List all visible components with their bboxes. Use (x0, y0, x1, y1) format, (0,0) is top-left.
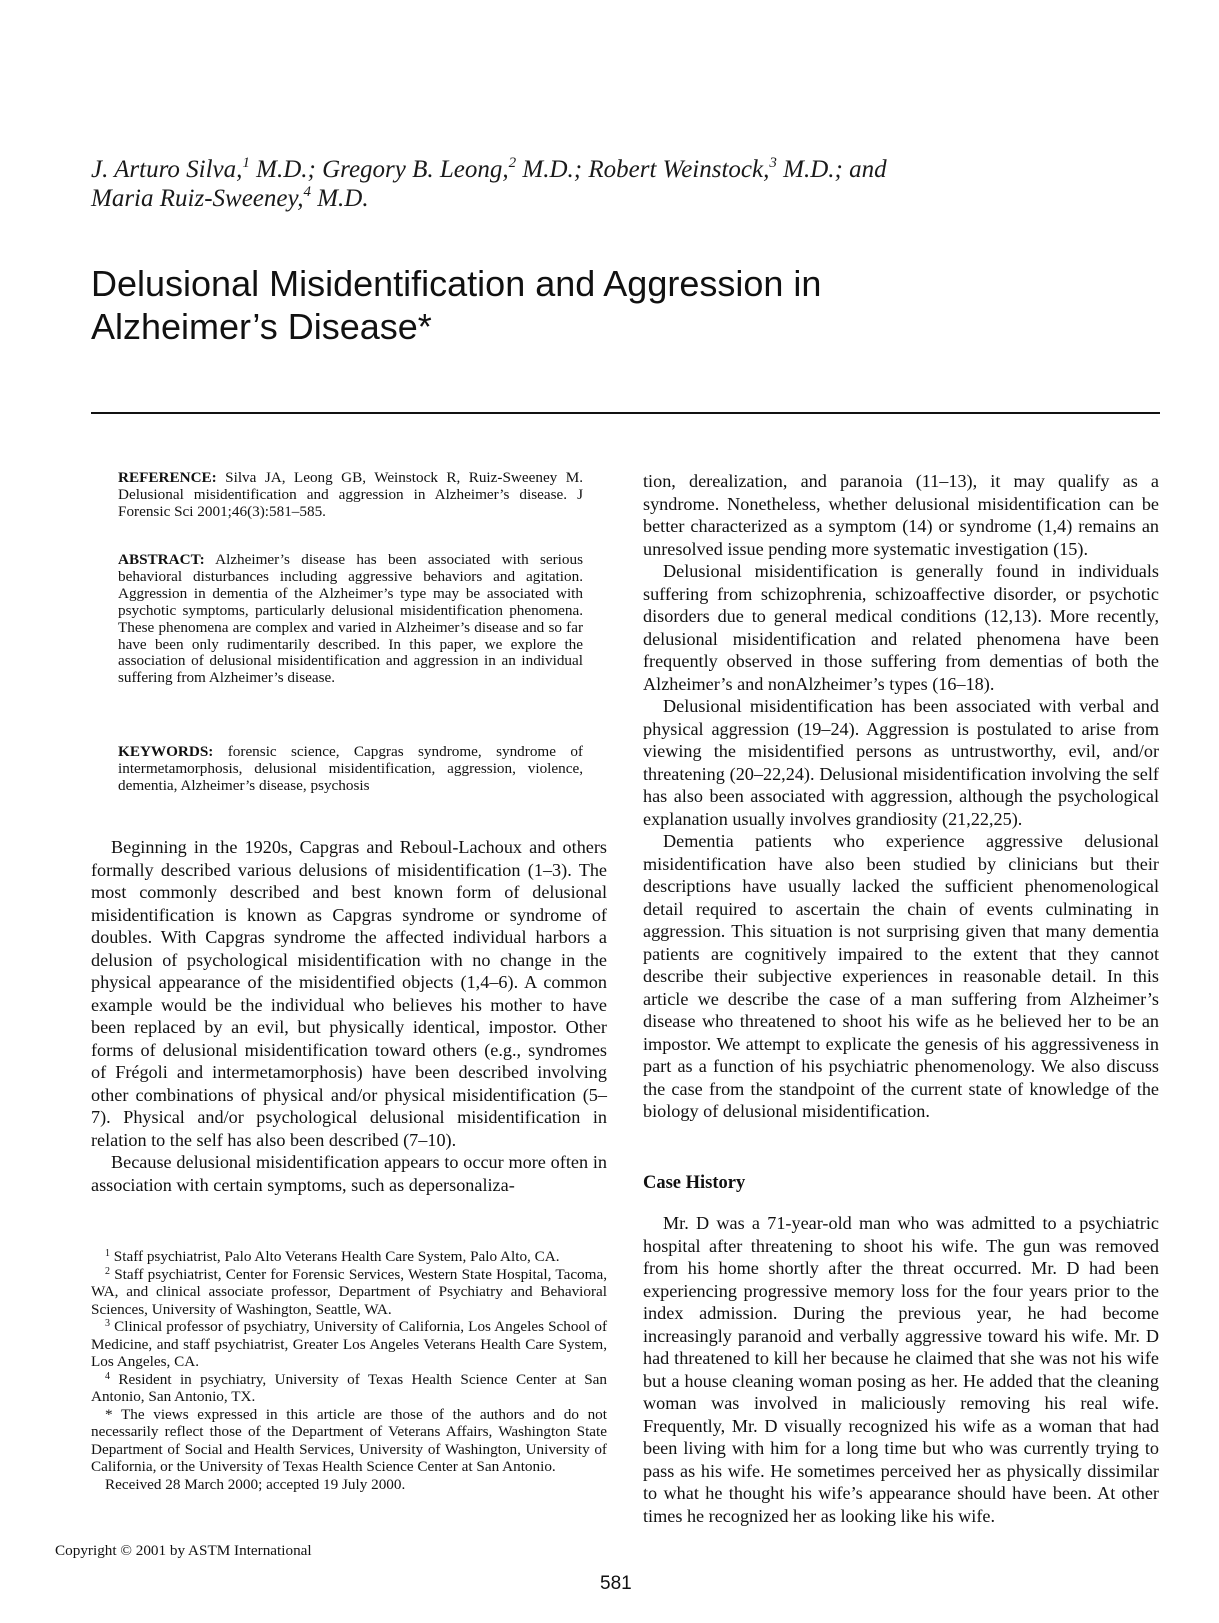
author-name: Gregory B. Leong, (322, 156, 509, 183)
abstract-block (118, 552, 583, 687)
reference-text: Silva JA, Leong GB, Weinstock R, Ruiz-Sweeney M. Delusional misidentification and aggression in Alzheimer’s disease. J Forensic Sci 2001;46(3):581–585. (118, 469, 584, 520)
footnote-disclaimer: * The views expressed in this article are those of the authors and do not necessarily reflect those of the Department of Veterans Affairs, Washington State Department of Social and Health Services, University of Washington, University of California, or the University of Texas Health Science Center at San Antonio. (91, 1405, 607, 1475)
body-paragraph: Because delusional misidentification appears to occur more often in association with certain symptoms, such as depersonaliza- (91, 1152, 607, 1195)
author-degree: M.D.; and (776, 156, 887, 183)
footnote-marker: 3 (105, 1318, 110, 1329)
section-heading-case-history: Case History (643, 1173, 746, 1193)
footnote-marker: 1 (105, 1248, 110, 1259)
keywords-text: forensic science, Capgras syndrome, syndrome of intermetamorphosis, delusional misidentification, aggression, violence, dementia, Alzheimer’s disease, psychosis (118, 743, 583, 794)
abstract-label: ABSTRACT: (118, 551, 205, 568)
author-affiliation-marker: 3 (769, 155, 777, 171)
title-line-2: Alzheimer’s Disease* (91, 306, 432, 347)
footnotes (91, 1248, 607, 1493)
reference-label: REFERENCE: (118, 469, 217, 486)
case-history-text (643, 1212, 1159, 1527)
title-line-1: Delusional Misidentification and Aggression in (91, 263, 822, 304)
body-paragraph: Delusional misidentification has been associated with verbal and physical aggression (19–24). Aggression is postulated to arise from viewing the misidentified persons as untrustworthy, evil, and/or threatening (20–22,24). Delusional misidentification involving the self has also been associated with aggression, although the psychological explanation usually involves grandiosity (21,22,25). (643, 696, 1159, 829)
left-body-column (91, 836, 607, 1196)
author-affiliation-marker: 4 (303, 184, 311, 200)
article-title (91, 262, 1151, 348)
author-line-1 (91, 155, 1151, 184)
footnote: $^2$ Staff psychiatrist, Center for Forensic Services, Western State Hospital, Tacoma, WA, and clinical associate professor, Department of Psychiatry and Behavioral Sciences, University of Washington, Seattle, WA. (91, 1265, 607, 1318)
author-degree: M.D.; (249, 156, 323, 183)
copyright-notice: Copyright © 2001 by ASTM International (55, 1542, 312, 1559)
author-list (91, 155, 1151, 213)
author-line-2 (91, 184, 1151, 213)
author-affiliation-marker: 2 (508, 155, 517, 171)
author-name: Maria Ruiz-Sweeney, (91, 185, 304, 212)
footnote: $^4$ Resident in psychiatry, University of Texas Health Science Center at San Antonio, San Antonio, TX. (91, 1370, 608, 1405)
footnote-marker: 4 (105, 1370, 110, 1382)
keywords-label: KEYWORDS: (118, 743, 214, 760)
author-name: J. Arturo Silva, (91, 156, 243, 183)
footnote: $^1$ Staff psychiatrist, Palo Alto Veterans Health Care System, Palo Alto, CA. (105, 1248, 560, 1265)
page-number: 581 (600, 1573, 632, 1594)
abstract-text: Alzheimer’s disease has been associated with serious behavioral disturbances including aggressive behaviors and agitation. Aggression in dementia of the Alzheimer’s type may be associated with psychotic symptoms, particularly delusional misidentification phenomena. These phenomena are complex and varied in Alzheimer’s disease and so far have been only rudimentarily described. In this paper, we explore the association of delusional misidentification and aggression in an individual suffering from Alzheimer’s disease. (118, 551, 583, 687)
body-paragraph: Dementia patients who experience aggressive delusional misidentification have also been studied by clinicians but their descriptions have usually lacked the sufficient phenomenological detail required to ascertain the chain of events culminating in aggression. This situation is not surprising given that many dementia patients are cognitively impaired to the extent that they cannot describe their subjective experiences in reasonable detail. In this article we describe the case of a man suffering from Alzheimer’s disease who threatened to shoot his wife as he believed her to be an impostor. We attempt to explicate the genesis of his aggressiveness in part as a function of his psychiatric phenomenology. We also discuss the case from the standpoint of the current state of knowledge of the biology of delusional misidentification. (643, 831, 1159, 1121)
author-name: Robert Weinstock, (588, 156, 770, 183)
footnote-marker: 2 (105, 1265, 110, 1277)
received-date: Received 28 March 2000; accepted 19 July 2000. (105, 1475, 406, 1493)
keywords-block (118, 744, 583, 795)
body-paragraph: Beginning in the 1920s, Capgras and Reboul-Lachoux and others formally described various delusions of misidentification (1–3). The most commonly described and best known form of delusional misidentification is known as Capgras syndrome or syndrome of doubles. With Capgras syndrome the affected individual harbors a delusion of psychological misidentification with no change in the physical appearance of the misidentified objects (1,4–6). A common example would be the individual who believes his mother to have been replaced by an evil, but physically identical, impostor. Other forms of delusional misidentification toward others (e.g., syndromes of Frégoli and intermetamorphosis) have been described involving other combinations of physical and/or physical misidentification (5–7). Physical and/or psychological delusional misidentification in relation to the self has also been described (7–10). (91, 837, 607, 1150)
footnote: $^3$ Clinical professor of psychiatry, University of California, Los Angeles School of Medicine, and staff psychiatrist, Greater Los Angeles Veterans Health Care System, Los Angeles, CA. (91, 1318, 608, 1370)
author-degree: M.D.; (516, 156, 589, 183)
author-affiliation-marker: 1 (242, 155, 250, 171)
body-paragraph: Delusional misidentification is generally found in individuals suffering from schizophrenia, schizoaffective disorder, or psychotic disorders due to general medical conditions (12,13). More recently, delusional misidentification and related phenomena have been frequently observed in those suffering from dementias of both the Alzheimer’s and nonAlzheimer’s types (16–18). (643, 561, 1159, 694)
header-divider (91, 412, 1160, 414)
right-body-column (643, 470, 1159, 1123)
body-paragraph: tion, derealization, and paranoia (11–13), it may qualify as a syndrome. Nonetheless, whether delusional misidentification can be better characterized as a symptom (14) or syndrome (1,4) remains an unresolved issue pending more systematic investigation (15). (643, 471, 1159, 559)
author-degree: M.D. (310, 185, 369, 212)
reference-block (118, 470, 583, 521)
body-paragraph: Mr. D was a 71-year-old man who was admitted to a psychiatric hospital after threatening to shoot his wife. The gun was removed from his home shortly after the threat occurred. Mr. D had been experiencing progressive memory loss for the four years prior to the index admission. During the previous year, he had become increasingly paranoid and verbally aggressive toward his wife. Mr. D had threatened to kill her because he claimed that she was not his wife but a house cleaning woman posing as her. He added that the cleaning woman was involved in maliciously removing his real wife. Frequently, Mr. D visually recognized his wife as a woman that had been living with him for a long time but who was currently trying to pass as his wife. He sometimes perceived her as physically dissimilar to what he thought his wife’s appearance should have been. At other times he recognized her as looking like his wife. (643, 1213, 1159, 1526)
